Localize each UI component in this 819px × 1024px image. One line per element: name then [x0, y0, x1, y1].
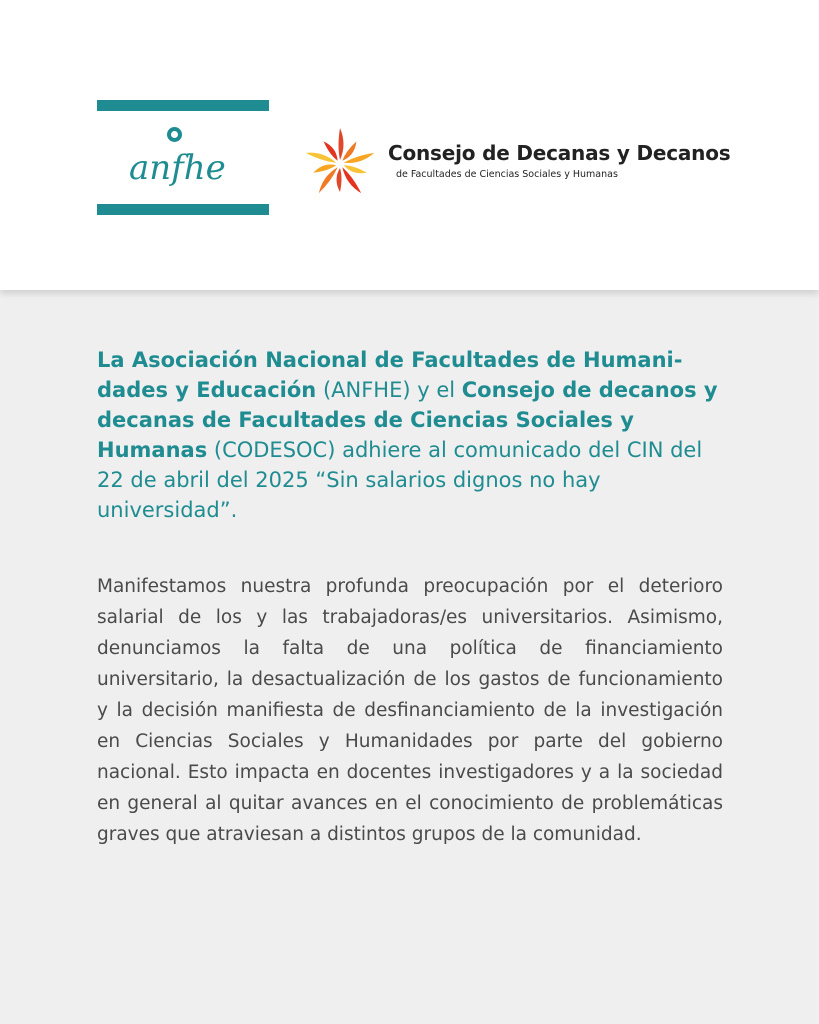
- star-petal: [337, 168, 342, 192]
- circle-ring-icon: [167, 127, 182, 142]
- codesoc-logo: [300, 124, 730, 204]
- statement-paragraph: Manifestamos nuestra profunda preocupación por el deterioro salarial de los y las trabajadoras/es universitarios. Asimismo, denunciamos la falta de una política de financiamiento universitario, la desactualización de los gastos de funcionamiento y la decisión manifiesta de desfinanciamiento de la investigación en Ciencias Sociales y Humanidades por parte del gobierno nacional. Esto impacta en docentes investigadores y a la sociedad en general al quitar avances en el conocimiento de problemáticas graves que atraviesan a distintos grupos de la comunidad.: [97, 576, 723, 845]
- lead-connector: (ANFHE) y el: [316, 378, 462, 402]
- anfhe-logo: [97, 100, 269, 221]
- codesoc-logo-subtitle: de Facultades de Ciencias Sociales y Humanas: [396, 169, 618, 180]
- lead-adhesion-text: (CODESOC) adhiere al comunicado del CIN del 22 de abril del 2025 “Sin salarios dignos no hay universidad”.: [97, 438, 703, 522]
- statement-content: [97, 345, 723, 850]
- lead-paragraph: [97, 345, 723, 525]
- logo-bottom-bar: [97, 204, 269, 215]
- star-burst-icon: [300, 124, 380, 204]
- codesoc-name: Consejo de decanos y decanas de Facultades de Ciencias Sociales y Humanas: [97, 378, 718, 462]
- header-banner: [0, 0, 819, 290]
- anfhe-name: La Asociación Nacional de Facultades de Humanidades y Educación: [97, 348, 683, 402]
- star-petal: [339, 128, 344, 160]
- logo-top-bar: [97, 100, 269, 111]
- codesoc-logo-title: Consejo de Decanas y Decanos: [388, 141, 731, 165]
- anfhe-logo-text: anfhe: [129, 148, 226, 188]
